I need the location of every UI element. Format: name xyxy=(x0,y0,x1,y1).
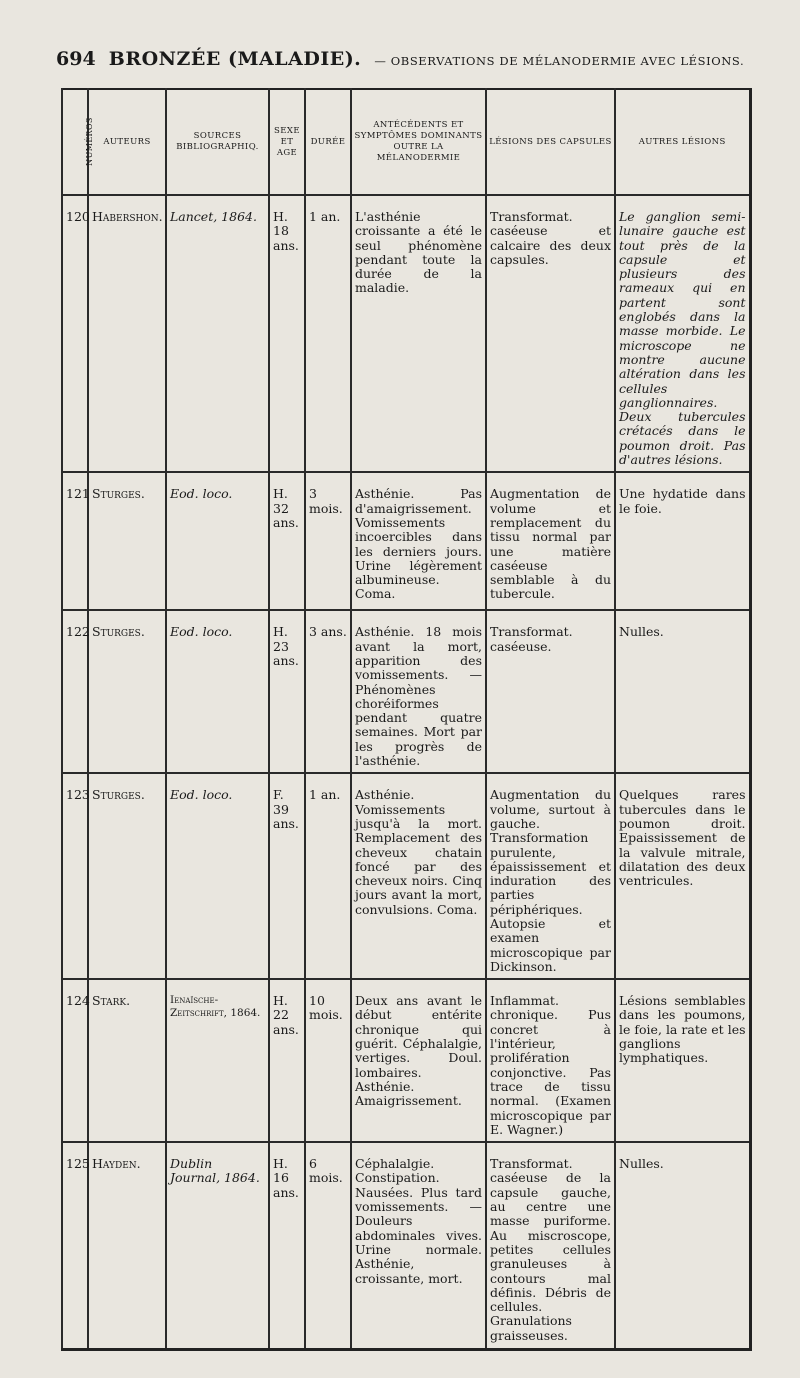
duration-cell: 6 mois. xyxy=(305,1142,351,1349)
column-header-lesions-capsules: LÉSIONS DES CAPSULES xyxy=(486,89,615,195)
sex-age-cell: H. 32 ans. xyxy=(269,472,305,610)
antecedents-cell: L'asthénie croissante a été le seul phénomène pendant toute la durée de la maladie. xyxy=(351,195,486,472)
source-cell: Eod. loco. xyxy=(166,472,269,610)
observation-number: 123 xyxy=(62,773,88,979)
capsules-cell: Augmentation de volume et remplacement du tissu normal par une matière caséeuse semblable à du tubercule. xyxy=(486,472,615,610)
observation-number: 121 xyxy=(62,472,88,610)
author-cell: Habershon. xyxy=(88,195,166,472)
sex-age-cell: H. 22 ans. xyxy=(269,979,305,1142)
source-cell: Ienaïsche-Zeitschrift, 1864. xyxy=(166,979,269,1142)
source-cell: Eod. loco. xyxy=(166,773,269,979)
table-row xyxy=(62,979,750,1142)
observation-number: 125 xyxy=(62,1142,88,1349)
antecedents-cell: Asthénie. 18 mois avant la mort, apparition des vomissements. — Phénomènes choréiformes pendant quatre semaines. Mort par les progrès de l'asthénie. xyxy=(351,610,486,773)
other-lesions-cell: Lésions semblables dans les poumons, le foie, la rate et les ganglions lymphatiques. xyxy=(615,979,750,1142)
observation-number: 120 xyxy=(62,195,88,472)
column-header-auteurs: AUTEURS xyxy=(88,89,166,195)
page-number: 694 xyxy=(56,48,96,70)
other-lesions-cell: Nulles. xyxy=(615,610,750,773)
capsules-cell: Transformat. caséeuse. xyxy=(486,610,615,773)
running-title: BRONZÉE (MALADIE). xyxy=(108,48,362,70)
antecedents-cell: Céphalalgie. Constipation. Nausées. Plus tard vomissements. — Douleurs abdominales vives. Urine normale. Asthénie, croissante, mort. xyxy=(351,1142,486,1349)
author-cell: Hayden. xyxy=(88,1142,166,1349)
author-cell: Sturges. xyxy=(88,610,166,773)
author-cell: Stark. xyxy=(88,979,166,1142)
table-header-row xyxy=(62,89,750,195)
column-header-numeros: NUMÉROS xyxy=(62,89,88,195)
other-lesions-cell: Une hydatide dans le foie. xyxy=(615,472,750,610)
observation-number: 124 xyxy=(62,979,88,1142)
table-row xyxy=(62,1142,750,1349)
source-cell: Lancet, 1864. xyxy=(166,195,269,472)
capsules-cell: Augmentation du volume, surtout à gauche. Transformation purulente, épaississement et induration des parties périphériques. Autopsie et examen microscopique par Dickinson. xyxy=(486,773,615,979)
antecedents-cell: Asthénie. Vomissements jusqu'à la mort. Remplacement des cheveux chatain foncé par des cheveux noirs. Cinq jours avant la mort, convulsions. Coma. xyxy=(351,773,486,979)
page-header xyxy=(56,48,756,78)
column-header-antecedents: ANTÉCÉDENTS ET SYMPTÔMES DOMINANTS OUTRE LA MÉLANODERMIE xyxy=(351,89,486,195)
table-row xyxy=(62,472,750,610)
running-subtitle: — OBSERVATIONS DE MÉLANODERMIE AVEC LÉSIONS. xyxy=(374,54,745,68)
antecedents-cell: Asthénie. Pas d'amaigrissement. Vomissements incoercibles dans les derniers jours. Urine légèrement albumineuse. Coma. xyxy=(351,472,486,610)
duration-cell: 1 an. xyxy=(305,195,351,472)
source-cell: Eod. loco. xyxy=(166,610,269,773)
antecedents-cell: Deux ans avant le début entérite chronique qui guérit. Céphalalgie, vertiges. Doul. lombaires. Asthénie. Amaigrissement. xyxy=(351,979,486,1142)
sex-age-cell: F. 39 ans. xyxy=(269,773,305,979)
duration-cell: 10 mois. xyxy=(305,979,351,1142)
column-header-sexe-age: SEXE ET AGE xyxy=(269,89,305,195)
author-cell: Sturges. xyxy=(88,773,166,979)
column-header-sources: SOURCES BIBLIOGRAPHIQ. xyxy=(166,89,269,195)
column-header-duree: DURÉE xyxy=(305,89,351,195)
table-row xyxy=(62,773,750,979)
table-row xyxy=(62,610,750,773)
duration-cell: 3 mois. xyxy=(305,472,351,610)
sex-age-cell: H. 23 ans. xyxy=(269,610,305,773)
capsules-cell: Inflammat. chronique. Pus concret à l'intérieur, prolifération conjonctive. Pas trace de tissu normal. (Examen microscopique par E. Wagner.) xyxy=(486,979,615,1142)
source-cell: Dublin Journal, 1864. xyxy=(166,1142,269,1349)
sex-age-cell: H. 16 ans. xyxy=(269,1142,305,1349)
duration-cell: 1 an. xyxy=(305,773,351,979)
duration-cell: 3 ans. xyxy=(305,610,351,773)
observation-number: 122 xyxy=(62,610,88,773)
column-header-autres-lesions: AUTRES LÉSIONS xyxy=(615,89,750,195)
capsules-cell: Transformat. caséeuse et calcaire des deux capsules. xyxy=(486,195,615,472)
table-row xyxy=(62,195,750,472)
other-lesions-cell: Le ganglion semi-lunaire gauche est tout près de la capsule et plusieurs des rameaux qui en partent sont englobés dans la masse morbide. Le microscope ne montre aucune altération dans les cellules ganglionnaires. Deux tubercules crétacés dans le poumon droit. Pas d'autres lésions. xyxy=(615,195,750,472)
observations-table xyxy=(61,88,752,1351)
sex-age-cell: H. 18 ans. xyxy=(269,195,305,472)
other-lesions-cell: Quelques rares tubercules dans le poumon droit. Epaississement de la valvule mitrale, dilatation des deux ventricules. xyxy=(615,773,750,979)
capsules-cell: Transformat. caséeuse de la capsule gauche, au centre une masse puriforme. Au miscroscope, petites cellules granuleuses à contours mal définis. Débris de cellules. Granulations graisseuses. xyxy=(486,1142,615,1349)
other-lesions-cell: Nulles. xyxy=(615,1142,750,1349)
author-cell: Sturges. xyxy=(88,472,166,610)
